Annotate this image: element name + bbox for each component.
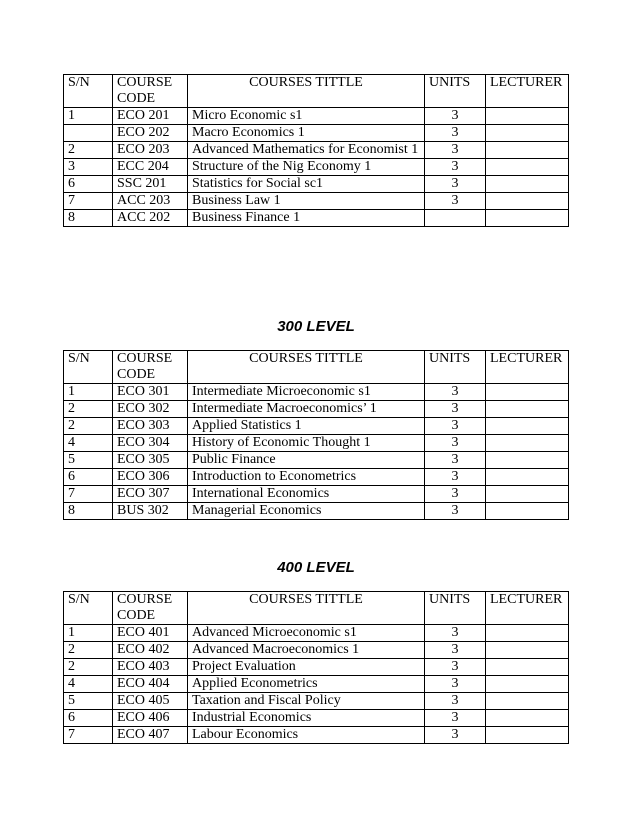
table-row (64, 710, 569, 727)
cell-title: Labour Economics (188, 727, 425, 744)
header-course-code: COURSE CODE (113, 351, 188, 384)
cell-code: ECO 403 (113, 659, 188, 676)
course-section-400 (63, 591, 569, 744)
cell-lecturer (486, 384, 569, 401)
cell-units: 3 (425, 693, 486, 710)
cell-code: ECO 407 (113, 727, 188, 744)
cell-code: ECO 302 (113, 401, 188, 418)
cell-code: ECO 202 (113, 125, 188, 142)
cell-units (425, 210, 486, 227)
cell-title: Macro Economics 1 (188, 125, 425, 142)
cell-sn: 2 (64, 659, 113, 676)
cell-units: 3 (425, 710, 486, 727)
cell-code: ECO 404 (113, 676, 188, 693)
cell-code: ECO 405 (113, 693, 188, 710)
cell-lecturer (486, 142, 569, 159)
cell-title: Intermediate Macroeconomics’ 1 (188, 401, 425, 418)
cell-title: Statistics for Social sc1 (188, 176, 425, 193)
cell-lecturer (486, 642, 569, 659)
cell-code: ECO 301 (113, 384, 188, 401)
cell-sn: 5 (64, 693, 113, 710)
table-row (64, 159, 569, 176)
header-course-title: COURSES TITTLE (188, 592, 425, 625)
cell-sn: 7 (64, 193, 113, 210)
table-row (64, 125, 569, 142)
cell-title: Business Finance 1 (188, 210, 425, 227)
table-row (64, 142, 569, 159)
cell-lecturer (486, 435, 569, 452)
level-heading-400: 400 LEVEL (277, 559, 355, 576)
header-sn: S/N (64, 592, 113, 625)
cell-title: International Economics (188, 486, 425, 503)
cell-code: BUS 302 (113, 503, 188, 520)
cell-lecturer (486, 659, 569, 676)
cell-units: 3 (425, 159, 486, 176)
cell-units: 3 (425, 125, 486, 142)
table-row (64, 659, 569, 676)
cell-units: 3 (425, 659, 486, 676)
course-table (63, 350, 569, 520)
cell-lecturer (486, 710, 569, 727)
cell-sn: 1 (64, 384, 113, 401)
cell-code: ECO 201 (113, 108, 188, 125)
cell-title: Taxation and Fiscal Policy (188, 693, 425, 710)
cell-title: Public Finance (188, 452, 425, 469)
cell-title: Project Evaluation (188, 659, 425, 676)
cell-code: ECO 304 (113, 435, 188, 452)
cell-sn: 5 (64, 452, 113, 469)
cell-lecturer (486, 401, 569, 418)
cell-lecturer (486, 693, 569, 710)
cell-units: 3 (425, 108, 486, 125)
cell-units: 3 (425, 176, 486, 193)
course-table (63, 591, 569, 744)
cell-units: 3 (425, 469, 486, 486)
cell-title: History of Economic Thought 1 (188, 435, 425, 452)
cell-units: 3 (425, 401, 486, 418)
cell-lecturer (486, 108, 569, 125)
table-row (64, 642, 569, 659)
cell-lecturer (486, 727, 569, 744)
cell-title: Managerial Economics (188, 503, 425, 520)
cell-lecturer (486, 625, 569, 642)
cell-code: ECO 401 (113, 625, 188, 642)
cell-code: ECO 303 (113, 418, 188, 435)
table-row (64, 193, 569, 210)
course-section-300 (63, 350, 569, 520)
cell-sn: 2 (64, 418, 113, 435)
table-row (64, 693, 569, 710)
cell-code: ACC 203 (113, 193, 188, 210)
cell-title: Applied Statistics 1 (188, 418, 425, 435)
header-course-title: COURSES TITTLE (188, 351, 425, 384)
cell-lecturer (486, 159, 569, 176)
cell-sn: 2 (64, 401, 113, 418)
cell-lecturer (486, 469, 569, 486)
cell-lecturer (486, 210, 569, 227)
cell-code: ECO 306 (113, 469, 188, 486)
table-row (64, 108, 569, 125)
header-course-title: COURSES TITTLE (188, 75, 425, 108)
header-units: UNITS (425, 75, 486, 108)
cell-sn: 8 (64, 503, 113, 520)
table-row (64, 469, 569, 486)
header-lecturer: LECTURER (486, 351, 569, 384)
table-row (64, 384, 569, 401)
cell-title: Advanced Mathematics for Economist 1 (188, 142, 425, 159)
cell-title: Industrial Economics (188, 710, 425, 727)
cell-title: Structure of the Nig Economy 1 (188, 159, 425, 176)
table-row (64, 486, 569, 503)
cell-lecturer (486, 176, 569, 193)
cell-sn: 7 (64, 727, 113, 744)
header-units: UNITS (425, 351, 486, 384)
cell-units: 3 (425, 452, 486, 469)
cell-title: Intermediate Microeconomic s1 (188, 384, 425, 401)
cell-title: Micro Economic s1 (188, 108, 425, 125)
cell-sn: 1 (64, 625, 113, 642)
header-course-code: COURSE CODE (113, 75, 188, 108)
table-row (64, 625, 569, 642)
cell-sn (64, 125, 113, 142)
cell-lecturer (486, 503, 569, 520)
cell-lecturer (486, 486, 569, 503)
level-heading-300: 300 LEVEL (277, 318, 355, 335)
cell-sn: 8 (64, 210, 113, 227)
header-lecturer: LECTURER (486, 592, 569, 625)
cell-lecturer (486, 418, 569, 435)
cell-sn: 7 (64, 486, 113, 503)
cell-title: Applied Econometrics (188, 676, 425, 693)
cell-lecturer (486, 452, 569, 469)
cell-code: ECO 402 (113, 642, 188, 659)
cell-title: Introduction to Econometrics (188, 469, 425, 486)
cell-sn: 6 (64, 710, 113, 727)
cell-code: SSC 201 (113, 176, 188, 193)
cell-title: Advanced Macroeconomics 1 (188, 642, 425, 659)
cell-units: 3 (425, 486, 486, 503)
cell-code: ECO 406 (113, 710, 188, 727)
cell-title: Advanced Microeconomic s1 (188, 625, 425, 642)
header-units: UNITS (425, 592, 486, 625)
cell-sn: 4 (64, 435, 113, 452)
cell-units: 3 (425, 727, 486, 744)
cell-sn: 6 (64, 176, 113, 193)
cell-sn: 2 (64, 642, 113, 659)
cell-sn: 3 (64, 159, 113, 176)
cell-code: ECO 305 (113, 452, 188, 469)
course-table (63, 74, 569, 227)
cell-units: 3 (425, 193, 486, 210)
header-lecturer: LECTURER (486, 75, 569, 108)
header-sn: S/N (64, 351, 113, 384)
course-section-200 (63, 74, 569, 227)
table-row (64, 418, 569, 435)
cell-sn: 6 (64, 469, 113, 486)
cell-units: 3 (425, 142, 486, 159)
cell-code: ACC 202 (113, 210, 188, 227)
header-sn: S/N (64, 75, 113, 108)
cell-sn: 4 (64, 676, 113, 693)
cell-title: Business Law 1 (188, 193, 425, 210)
cell-units: 3 (425, 418, 486, 435)
cell-code: ECO 203 (113, 142, 188, 159)
cell-units: 3 (425, 642, 486, 659)
cell-sn: 1 (64, 108, 113, 125)
cell-code: ECC 204 (113, 159, 188, 176)
cell-units: 3 (425, 676, 486, 693)
table-header-row (64, 75, 569, 108)
cell-lecturer (486, 676, 569, 693)
table-row (64, 727, 569, 744)
cell-units: 3 (425, 503, 486, 520)
cell-lecturer (486, 125, 569, 142)
table-row (64, 452, 569, 469)
cell-code: ECO 307 (113, 486, 188, 503)
table-row (64, 210, 569, 227)
table-row (64, 503, 569, 520)
cell-units: 3 (425, 435, 486, 452)
table-row (64, 401, 569, 418)
cell-lecturer (486, 193, 569, 210)
cell-units: 3 (425, 625, 486, 642)
header-course-code: COURSE CODE (113, 592, 188, 625)
cell-units: 3 (425, 384, 486, 401)
table-row (64, 676, 569, 693)
table-header-row (64, 592, 569, 625)
table-row (64, 176, 569, 193)
table-row (64, 435, 569, 452)
table-header-row (64, 351, 569, 384)
cell-sn: 2 (64, 142, 113, 159)
